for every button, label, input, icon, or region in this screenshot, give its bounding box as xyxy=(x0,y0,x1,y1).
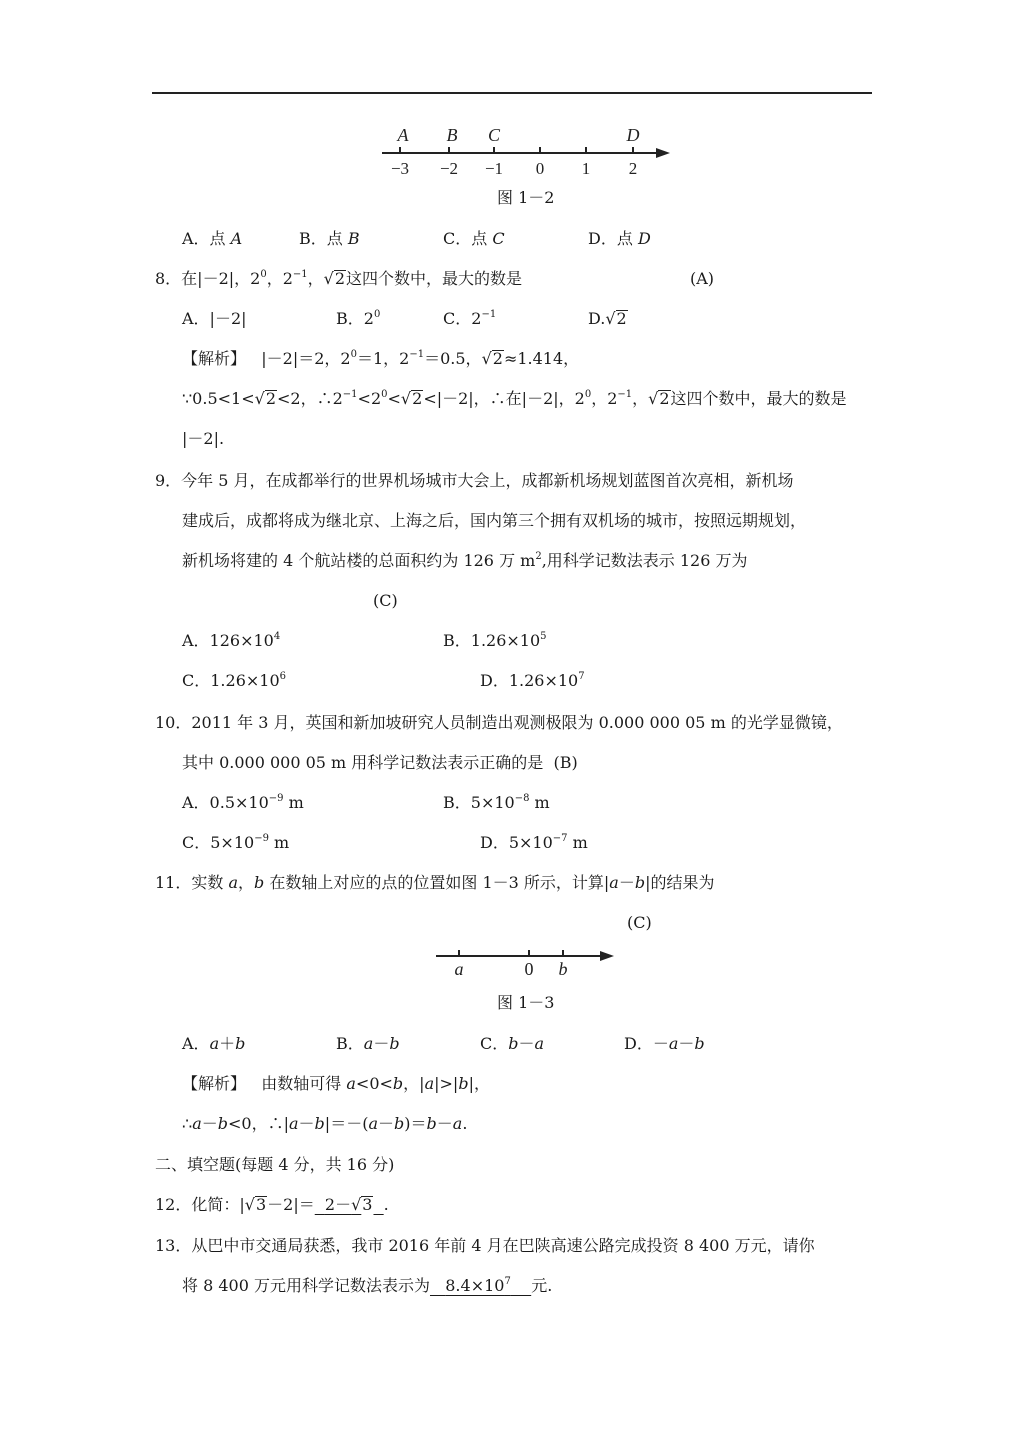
tick-label: 2 xyxy=(628,159,638,178)
option-b: B．$1.26\times 10^5$ xyxy=(443,631,547,650)
point-label: C xyxy=(487,125,501,145)
tick-label: 1 xyxy=(581,159,591,178)
answer-blank: $8.4\times 10^7$ xyxy=(445,1276,511,1295)
point-label: b xyxy=(558,959,568,979)
question-8-stem: 8．在|－2|，$2^0$，$2^{-1}$，√2这四个数中，最大的数是 xyxy=(155,269,523,288)
point-label: D xyxy=(626,125,640,145)
option-c: C．b－a xyxy=(480,1034,545,1053)
question-11-analysis: 【解析】 由数轴可得 a<0<b，|a|>|b|， xyxy=(182,1074,490,1093)
option-d: D.√2 xyxy=(588,309,627,328)
option-b: B．点 B xyxy=(299,229,360,248)
number-line-figure-1-2 xyxy=(370,122,680,182)
question-11-analysis-line-2: ∴a－b<0，∴|a－b|＝－(a－b)＝b－a. xyxy=(182,1114,468,1133)
option-a: A．$126\times 10^4$ xyxy=(182,631,281,650)
question-10-line-2: 其中 0.000 000 05 m 用科学记数法表示正确的是 (B) xyxy=(182,753,578,772)
question-9-line-1: 9．今年 5 月，在成都举行的世界机场城市大会上，成都新机场规划蓝图首次亮相，新机场 xyxy=(155,471,794,490)
axis-arrow xyxy=(656,148,670,158)
point-label: a xyxy=(454,959,464,979)
question-9-line-3: 新机场将建的 4 个航站楼的总面积约为 126 万 $m^2$,用科学记数法表示 126 万为 xyxy=(182,551,748,570)
axis-arrow xyxy=(600,951,614,961)
option-c: C．$5\times 10^{-9}$ m xyxy=(182,833,290,852)
header-rule xyxy=(152,92,872,94)
tick-label: −3 xyxy=(390,159,410,178)
option-b: B．$2^0$ xyxy=(336,309,381,328)
question-8-analysis: 【解析】 |－2|＝2，$2^0=1$，$2^{-1}=0.5$，√2≈1.414， xyxy=(182,349,580,368)
option-c: C．点 C xyxy=(443,229,505,248)
tick-label: −1 xyxy=(484,159,504,178)
question-8-answer: (A) xyxy=(690,269,715,288)
tick-label: 0 xyxy=(535,159,545,178)
question-11-stem: 11．实数 a，b 在数轴上对应的点的位置如图 1－3 所示，计算|a－b|的结果为 xyxy=(155,873,715,892)
point-label: A xyxy=(397,125,409,145)
figure-caption: 图 1－2 xyxy=(497,188,555,207)
question-11-answer: (C) xyxy=(627,913,652,932)
option-a: A．$0.5\times 10^{-9}$ m xyxy=(182,793,304,812)
question-8-analysis-line-3: |－2|. xyxy=(182,429,225,448)
option-d: D．$1.26\times 10^7$ xyxy=(480,671,585,690)
option-c: C．$1.26\times 10^6$ xyxy=(182,671,287,690)
section-heading: 二、填空题(每题 4 分，共 16 分) xyxy=(155,1155,395,1174)
option-d: D．$5\times 10^{-7}$ m xyxy=(480,833,588,852)
question-8-analysis-line-2: ∵0.5<1<√2<2，$\therefore 2^{-1}<2^0<√2<|-2|$，∴在|－2|，$2^0$，$2^{-1}$，√2这四个数中，最大的数是 xyxy=(182,389,847,408)
option-d: D．点 D xyxy=(588,229,651,248)
question-9-line-2: 建成后，成都将成为继北京、上海之后，国内第三个拥有双机场的城市，按照远期规划， xyxy=(182,511,807,530)
option-a: A．|－2| xyxy=(182,309,247,328)
question-13-line-1: 13．从巴中市交通局获悉，我市 2016 年前 4 月在巴陕高速公路完成投资 8 400 万元，请你 xyxy=(155,1236,815,1255)
number-line-figure-1-3 xyxy=(430,944,620,980)
question-12: 12．化简：|√3－2|＝ 2－√3 . xyxy=(155,1195,389,1214)
option-d: D．－a－b xyxy=(624,1034,705,1053)
option-a: A．点 A xyxy=(182,229,243,248)
tick-label: 0 xyxy=(524,959,534,979)
figure-caption: 图 1－3 xyxy=(497,993,555,1012)
question-13-line-2: 将 8 400 万元用科学记数法表示为 $8.4\times 10^7$ 元. xyxy=(182,1276,553,1295)
option-b: B．a－b xyxy=(336,1034,400,1053)
answer-blank: 2－√3 xyxy=(324,1195,373,1214)
point-label: B xyxy=(446,125,458,145)
question-9-answer: (C) xyxy=(373,591,398,610)
question-10-line-1: 10．2011 年 3 月，英国和新加坡研究人员制造出观测极限为 0.000 000 05 m 的光学显微镜， xyxy=(155,713,843,732)
option-a: A．a＋b xyxy=(182,1034,246,1053)
option-b: B．$5\times 10^{-8}$ m xyxy=(443,793,550,812)
option-c: C．$2^{-1}$ xyxy=(443,309,497,328)
tick-label: −2 xyxy=(439,159,459,178)
